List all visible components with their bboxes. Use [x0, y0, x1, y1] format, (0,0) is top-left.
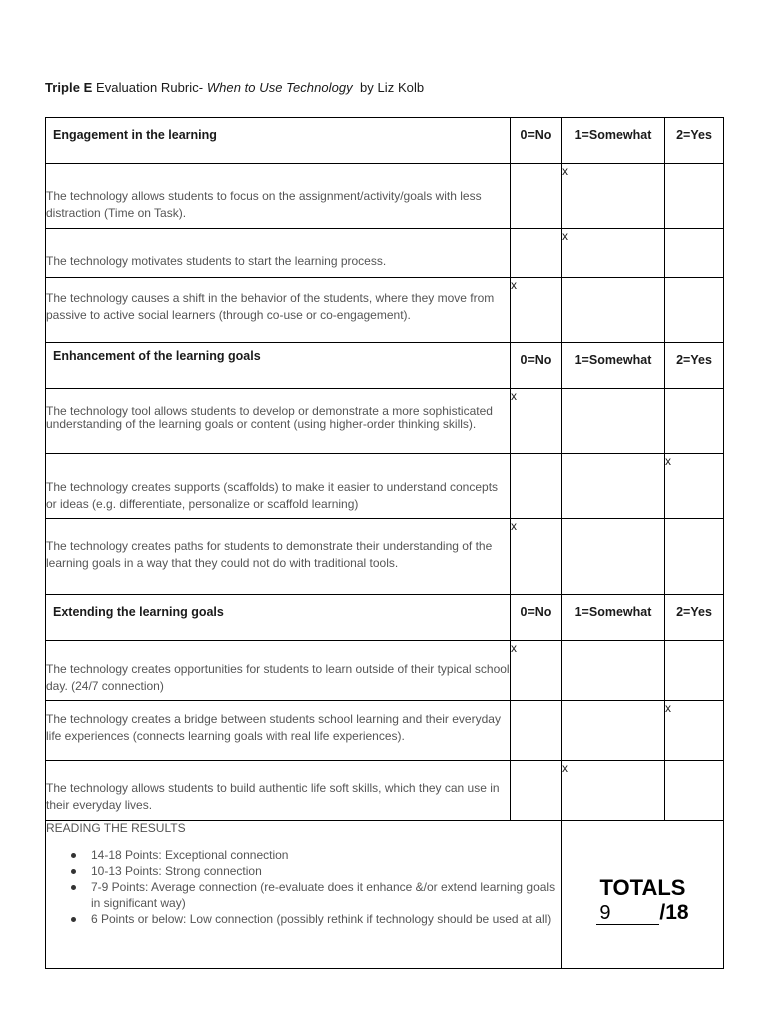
criterion-text: The technology allows students to focus on the assignment/activity/goals with less distraction (Time on Task). [46, 164, 511, 229]
rubric-table [45, 117, 724, 969]
title-italic: When to Use Technology [206, 80, 353, 95]
mark-yes[interactable]: x [665, 701, 724, 761]
criterion-text: The technology creates supports (scaffolds) to make it easier to understand concepts or ideas (e.g. differentiate, personalize or scaffold learning) [46, 454, 511, 519]
table-row [46, 389, 724, 454]
totals-score-line [596, 901, 688, 925]
mark-no[interactable] [511, 229, 562, 278]
mark-somewhat[interactable] [562, 641, 665, 701]
col-yes-header: 2=Yes [665, 595, 724, 641]
criterion-text: The technology causes a shift in the behavior of the students, where they move from passive to active social learners (through co-use or co-engagement). [46, 278, 511, 343]
mark-yes[interactable]: x [665, 454, 724, 519]
mark-somewhat[interactable] [562, 278, 665, 343]
reading-results [46, 821, 562, 969]
mark-yes[interactable] [665, 641, 724, 701]
col-no-header: 0=No [511, 118, 562, 164]
table-row [46, 641, 724, 701]
col-yes-header: 2=Yes [665, 343, 724, 389]
mark-no[interactable] [511, 761, 562, 821]
col-yes-header: 2=Yes [665, 118, 724, 164]
mark-no[interactable]: x [511, 641, 562, 701]
criterion-text: The technology allows students to build authentic life soft skills, which they can use in their everyday lives. [46, 761, 511, 821]
mark-somewhat[interactable]: x [562, 164, 665, 229]
mark-no[interactable] [511, 701, 562, 761]
mark-somewhat[interactable] [562, 389, 665, 454]
mark-yes[interactable] [665, 519, 724, 595]
table-row [46, 229, 724, 278]
criterion-text: The technology creates a bridge between students school learning and their everyday life experiences (connects learning goals with real life experiences). [46, 701, 511, 761]
table-row [46, 701, 724, 761]
criterion-text: The technology tool allows students to develop or demonstrate a more sophisticated understanding of the learning goals or content (using higher-order thinking skills). [46, 389, 511, 454]
table-row [46, 278, 724, 343]
total-max: /18 [659, 900, 689, 924]
results-list [46, 847, 561, 927]
title-normal: Evaluation Rubric- [92, 80, 207, 95]
mark-no[interactable] [511, 164, 562, 229]
list-item: 10-13 Points: Strong connection [91, 863, 561, 879]
totals-cell [562, 821, 724, 969]
section-heading: Extending the learning goals [46, 595, 511, 641]
col-somewhat-header: 1=Somewhat [562, 118, 665, 164]
list-item: 6 Points or below: Low connection (possibly rethink if technology should be used at all) [91, 911, 561, 927]
mark-somewhat[interactable] [562, 519, 665, 595]
section-heading: Engagement in the learning [46, 118, 511, 164]
mark-yes[interactable] [665, 389, 724, 454]
table-row [46, 519, 724, 595]
criterion-text: The technology motivates students to start the learning process. [46, 229, 511, 278]
table-row [46, 164, 724, 229]
col-somewhat-header: 1=Somewhat [562, 595, 665, 641]
mark-no[interactable]: x [511, 519, 562, 595]
col-somewhat-header: 1=Somewhat [562, 343, 665, 389]
mark-yes[interactable] [665, 164, 724, 229]
section-heading: Enhancement of the learning goals [46, 343, 511, 389]
list-item: 7-9 Points: Average connection (re-evaluate does it enhance &/or extend learning goals in significant way) [91, 879, 561, 911]
mark-yes[interactable] [665, 278, 724, 343]
mark-somewhat[interactable]: x [562, 229, 665, 278]
totals-label: TOTALS [599, 874, 686, 900]
results-row [46, 821, 724, 969]
mark-no[interactable] [511, 454, 562, 519]
table-row [46, 454, 724, 519]
results-heading: READING THE RESULTS [46, 821, 186, 835]
table-row [46, 761, 724, 821]
total-score-field[interactable]: 9 [596, 902, 659, 925]
mark-no[interactable]: x [511, 389, 562, 454]
title-bold: Triple E [45, 80, 93, 95]
col-no-header: 0=No [511, 343, 562, 389]
mark-no[interactable]: x [511, 278, 562, 343]
criterion-text: The technology creates opportunities for students to learn outside of their typical school day. (24/7 connection) [46, 641, 511, 701]
section-header-engagement [46, 118, 724, 164]
list-item: 14-18 Points: Exceptional connection [91, 847, 561, 863]
section-header-enhancement [46, 343, 724, 389]
criterion-text: The technology creates paths for students to demonstrate their understanding of the learning goals in a way that they could not do with traditional tools. [46, 519, 511, 595]
page-title [45, 80, 424, 95]
mark-yes[interactable] [665, 761, 724, 821]
title-author: by Liz Kolb [352, 80, 425, 95]
mark-somewhat[interactable]: x [562, 761, 665, 821]
mark-yes[interactable] [665, 229, 724, 278]
col-no-header: 0=No [511, 595, 562, 641]
section-header-extending [46, 595, 724, 641]
mark-somewhat[interactable] [562, 701, 665, 761]
mark-somewhat[interactable] [562, 454, 665, 519]
